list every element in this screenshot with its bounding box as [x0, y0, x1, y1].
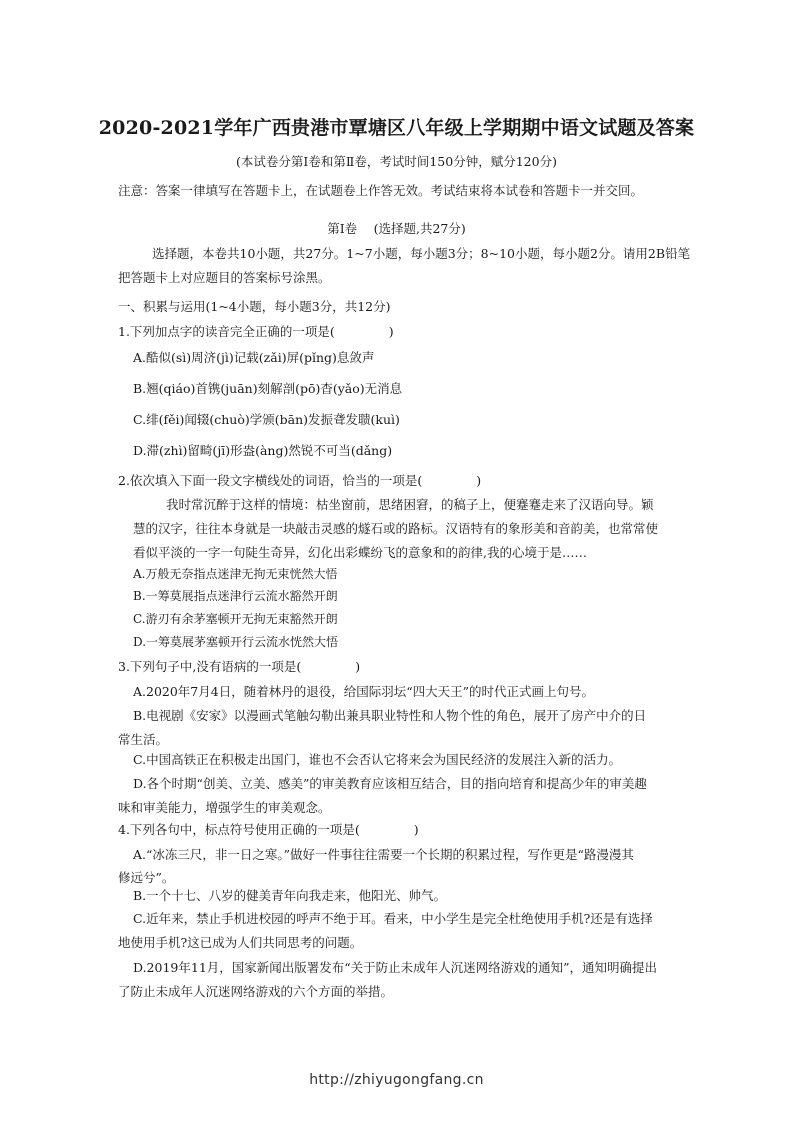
question-2-stem: 2.依次填入下面一段文字横线处的词语，恰当的一项是( ) — [118, 473, 482, 488]
question-2-passage-line2: 慧的汉字，往往本身就是一块敲击灵感的燧石或的路标。汉语特有的象形美和音韵美，也常常使 — [133, 521, 659, 536]
question-1-option-d: D.滞(zhì)留畸(jī)形盎(àng)然锐不可当(dǎng) — [133, 443, 393, 458]
question-1-option-a: A.酷似(sì)周济(jì)记载(zǎi)屏(pǐng)息敛声 — [133, 350, 375, 365]
exam-info: (本试卷分第Ⅰ卷和第Ⅱ卷，考试时间150分钟，赋分120分) — [236, 154, 557, 169]
section-intro-line2: 把答题卡上对应题目的答案标号涂黑。 — [118, 270, 331, 285]
section-intro-line1: 选择题，本卷共10小题，共27分。1~7小题，每小题3分；8~10小题，每小题2分。请用2B铅笔 — [152, 246, 691, 261]
exam-notice: 注意：答案一律填写在答题卡上，在试题卷上作答无效。考试结束将本试卷和答题卡一并交回。 — [118, 183, 644, 198]
question-1-option-c: C.绯(fěi)闻辍(chuò)学颁(bān)发振聋发聩(kuì) — [133, 412, 400, 427]
question-2-option-b: B.一筹莫展指点迷津行云流水豁然开朗 — [133, 589, 338, 603]
question-4-option-c-line2: 地使用手机?这已成为人们共同思考的问题。 — [118, 935, 363, 950]
question-3-option-d-line1: D.各个时期“创美、立美、感美”的审美教育应该相互结合，目的指向培育和提高少年的审美趣 — [133, 776, 647, 791]
question-3-option-c: C.中国高铁正在积极走出国门，谁也不会否认它将来会为国民经济的发展注入新的活力。 — [133, 752, 622, 767]
question-2-passage-line1: 我时常沉醉于这样的情境：枯坐窗前，思绪困窘，的稿子上，便蹇蹇走来了汉语向导。颖 — [166, 497, 654, 512]
section-heading: 第Ⅰ卷 (选择题,共27分) — [327, 221, 466, 236]
document-title: 2020-2021学年广西贵港市覃塘区八年级上学期期中语文试题及答案 — [98, 117, 695, 139]
question-2-option-a: A.万般无奈指点迷津无拘无束恍然大悟 — [133, 567, 338, 581]
part-heading: 一、积累与运用(1~4小题，每小题3分，共12分) — [118, 299, 391, 314]
question-3-option-a: A.2020年7月4日，随着林丹的退役，给国际羽坛“四大天王”的时代正式画上句号。 — [133, 684, 594, 699]
question-4-option-a-line1: A.“冰冻三尺，非一日之寒。”做好一件事往往需要一个长期的积累过程，写作更是“路漫漫其 — [133, 847, 634, 862]
question-4-option-c-line1: C.近年来，禁止手机进校园的呼声不绝于耳。看来，中小学生是完全杜绝使用手机?还是有选择 — [133, 911, 653, 926]
question-1-stem: 1.下列加点字的读音完全正确的一项是( ) — [118, 324, 394, 339]
question-2-passage-line3: 看似平淡的一字一句陡生奇异，幻化出彩蝶纷飞的意象和的韵律,我的心境于是…… — [133, 545, 587, 560]
question-3-option-b-line2: 常生活。 — [118, 732, 169, 747]
question-3-stem: 3.下列句子中,没有语病的一项是( ) — [118, 659, 361, 674]
question-3-option-b-line1: B.电视剧《安家》以漫画式笔触勾勒出兼具职业特性和人物个性的角色，展开了房产中介的日 — [133, 708, 647, 723]
question-2-option-c: C.游刃有余茅塞顿开无拘无束豁然开朗 — [133, 612, 338, 626]
question-3-option-d-line2: 味和审美能力，增强学生的审美观念。 — [118, 800, 331, 815]
question-4-option-b: B.一个十七、八岁的健美青年向我走来，他阳光、帅气。 — [133, 888, 447, 903]
question-4-option-d-line2: 了防止未成年人沉迷网络游戏的六个方面的举措。 — [118, 984, 394, 999]
question-4-option-a-line2: 修远兮”。 — [118, 870, 175, 885]
footer-url[interactable]: http://zhiyugongfang.cn — [309, 1072, 484, 1088]
question-1-option-b: B.翘(qiáo)首镌(juān)刻解剖(pō)杳(yǎo)无消息 — [133, 381, 403, 396]
question-4-stem: 4.下列各句中，标点符号使用正确的一项是( ) — [118, 822, 419, 837]
question-4-option-d-line1: D.2019年11月，国家新闻出版署发布“关于防止未成年人沉迷网络游戏的通知”，通知明确提出 — [133, 960, 658, 975]
question-2-option-d: D.一筹莫展茅塞顿开行云流水恍然大悟 — [133, 635, 339, 649]
